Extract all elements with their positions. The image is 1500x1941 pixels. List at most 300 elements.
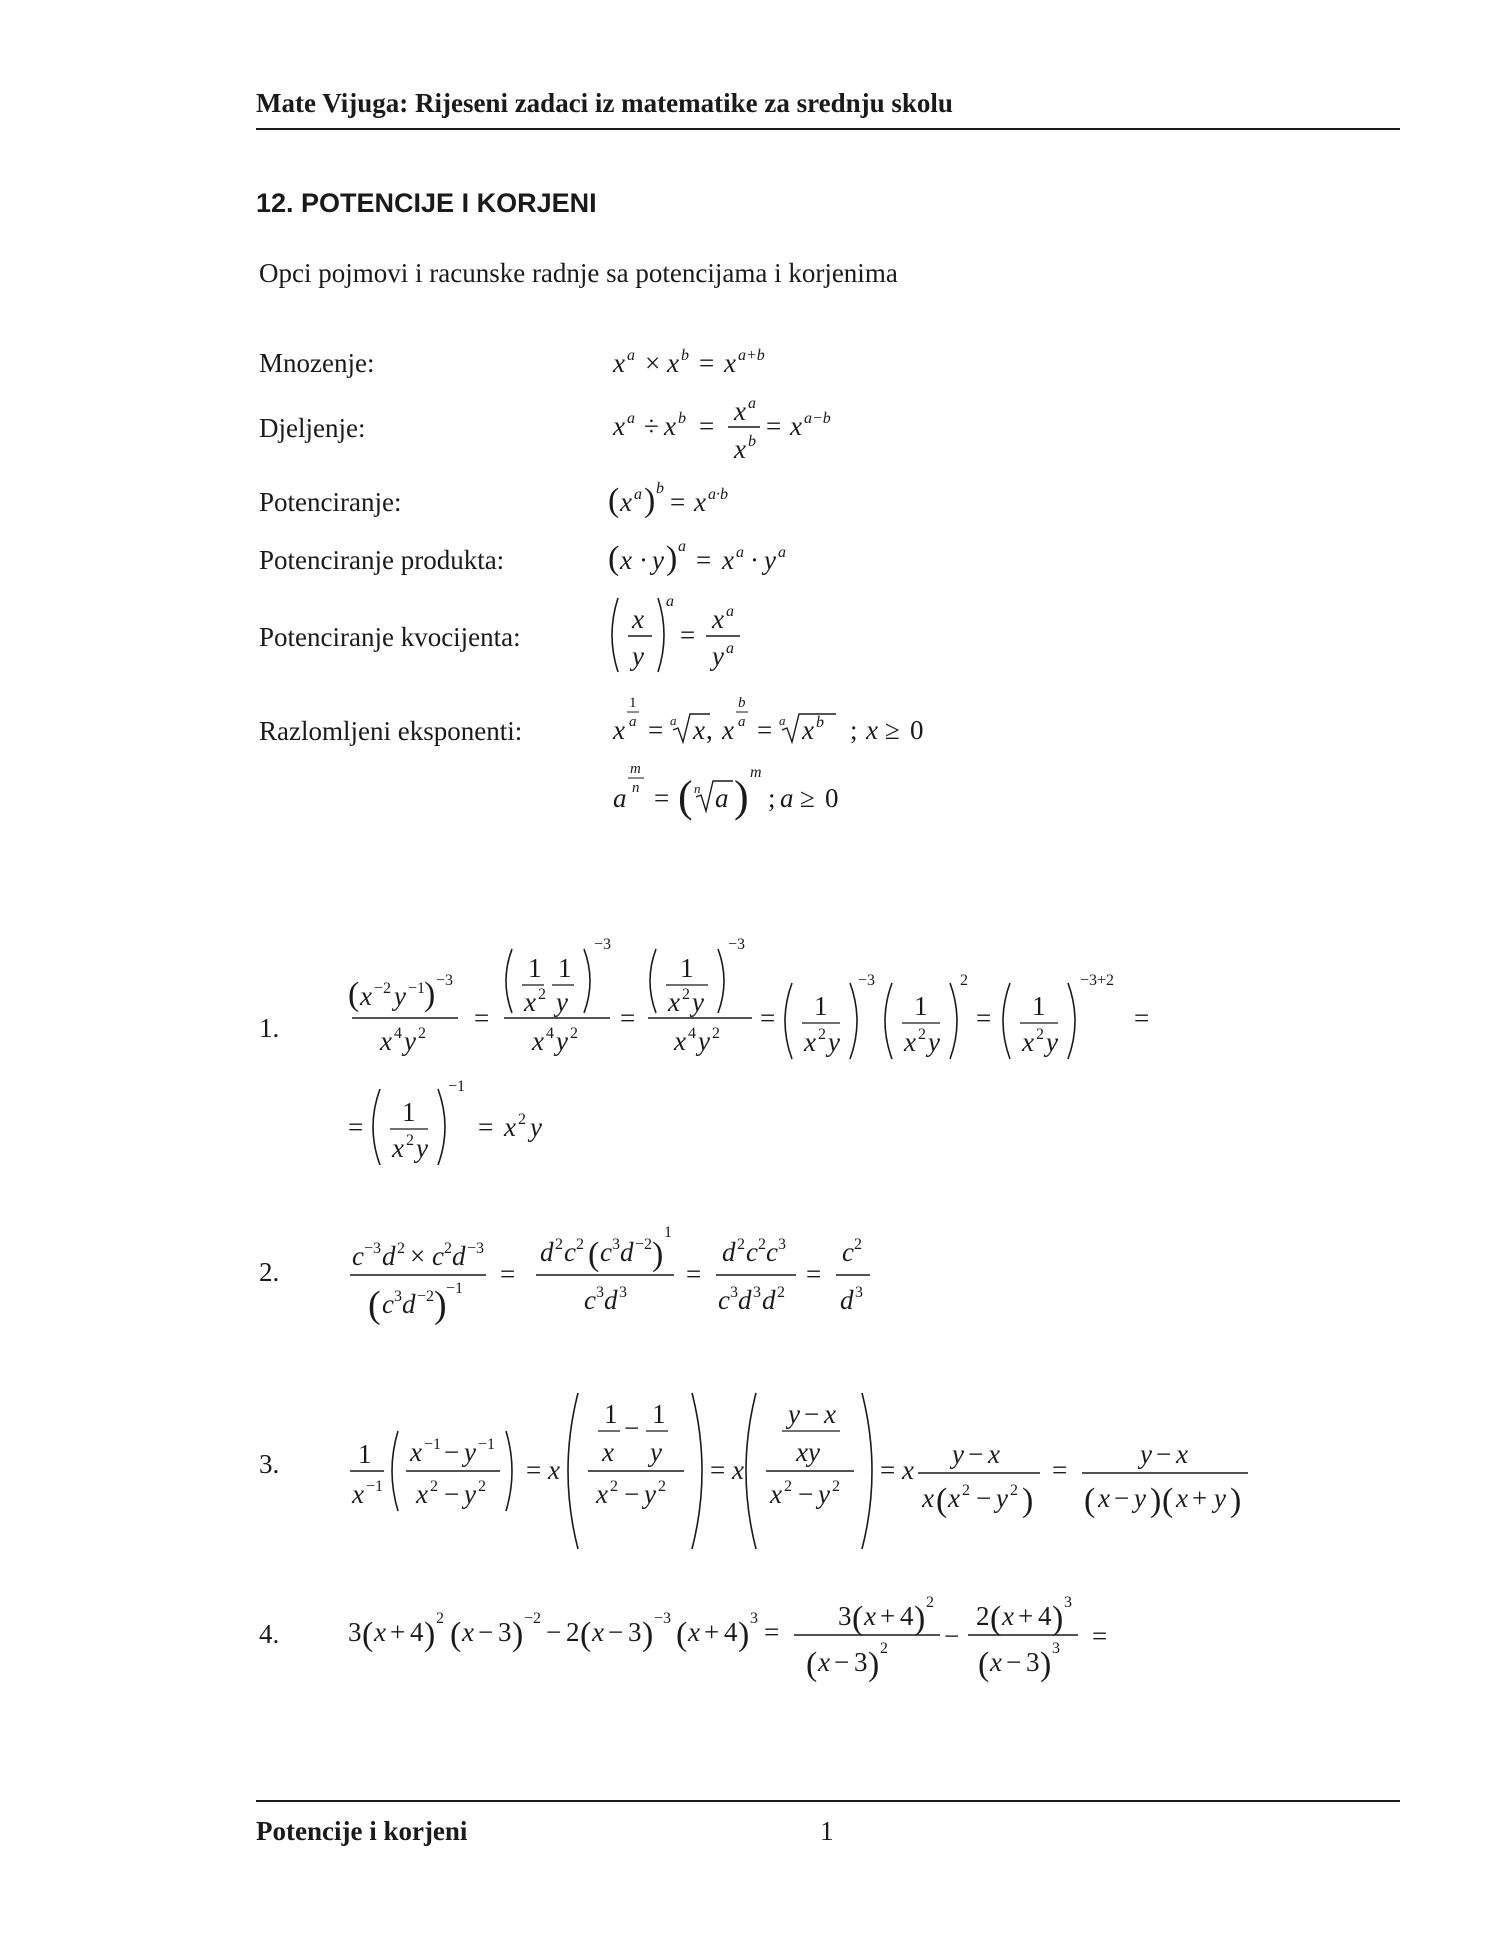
example-4-formula [340, 1585, 1140, 1695]
svg-text:(: ( [580, 1616, 592, 1653]
svg-text:): ) [734, 772, 749, 821]
svg-text:b: b [748, 433, 756, 450]
svg-text:2: 2 [712, 1025, 720, 1042]
svg-text:x: x [693, 715, 705, 745]
svg-text:2: 2 [777, 1284, 785, 1301]
svg-text:2: 2 [478, 1478, 486, 1495]
svg-text:4: 4 [546, 1025, 554, 1042]
svg-text:x: x [392, 1133, 404, 1163]
svg-text:−3: −3 [594, 936, 612, 953]
svg-text:=: = [806, 1259, 822, 1289]
svg-text:x: x [802, 715, 814, 745]
svg-text:x: x [380, 1026, 392, 1056]
svg-text:a: a [634, 486, 642, 503]
svg-text:c: c [842, 1237, 854, 1267]
svg-text:=: = [500, 1259, 516, 1289]
svg-text:2: 2 [976, 1601, 990, 1631]
svg-text:2: 2 [610, 1478, 618, 1495]
svg-text:): ) [1040, 1646, 1052, 1683]
svg-text:÷: ÷ [644, 411, 659, 441]
svg-text:3: 3 [855, 1284, 863, 1301]
svg-text:−2: −2 [417, 1288, 435, 1305]
svg-text:−: − [1114, 1483, 1130, 1513]
svg-text:−: − [834, 1647, 850, 1677]
svg-text:y: y [692, 987, 704, 1017]
svg-text:a: a [629, 714, 637, 730]
svg-text:): ) [666, 540, 678, 577]
svg-text:+: + [880, 1601, 896, 1631]
svg-text:−1: −1 [478, 1436, 496, 1453]
svg-text:x: x [804, 1027, 816, 1057]
svg-text:=: = [686, 1259, 702, 1289]
svg-text:−: − [624, 1413, 640, 1443]
svg-text:3: 3 [753, 1284, 761, 1301]
svg-text:x: x [1176, 1439, 1188, 1469]
svg-text:−3: −3 [654, 1610, 672, 1627]
svg-text:a: a [627, 410, 635, 427]
svg-text:a: a [780, 783, 794, 813]
example-number-4: 4. [259, 1619, 280, 1649]
svg-text:(: ( [676, 1616, 688, 1653]
rule-formula-fractional-root [600, 755, 860, 825]
svg-text:x: x [602, 1437, 614, 1467]
svg-text:+: + [704, 1617, 720, 1647]
rule-label-power-quotient: Potenciranje kvocijenta: [259, 622, 521, 652]
section-title: 12. POTENCIJE I KORJENI [256, 188, 597, 218]
svg-text:): ) [424, 976, 436, 1013]
svg-text:−: − [478, 1617, 494, 1647]
example-number-1: 1. [259, 1013, 280, 1043]
svg-text:b: b [678, 410, 686, 427]
svg-text:d: d [620, 1237, 634, 1267]
rule-formula-power-product [600, 533, 840, 583]
svg-text:2: 2 [960, 972, 968, 989]
svg-text:2: 2 [555, 1236, 563, 1253]
svg-text:3: 3 [1064, 1594, 1072, 1611]
rule-label-power: Potenciranje: [259, 487, 402, 517]
svg-text:−: − [444, 1437, 460, 1467]
svg-text:−1: −1 [408, 980, 426, 997]
svg-text:c: c [382, 1289, 394, 1319]
svg-text:2: 2 [406, 1132, 414, 1149]
footer-chapter-title: Potencije i korjeni [256, 1816, 468, 1846]
svg-text:3: 3 [778, 1236, 786, 1253]
svg-text:d: d [402, 1289, 416, 1319]
svg-text:4: 4 [900, 1601, 914, 1631]
svg-text:c: c [432, 1241, 444, 1271]
rule-formula-division [600, 390, 860, 470]
header-rule [256, 128, 1400, 130]
svg-text:4: 4 [410, 1617, 424, 1647]
svg-text:): ) [1230, 1482, 1242, 1519]
svg-text:x: x [904, 1027, 916, 1057]
svg-text:x: x [818, 1647, 830, 1677]
svg-text:=: = [654, 783, 670, 813]
svg-text:(: ( [978, 1646, 990, 1683]
svg-text:x: x [504, 1112, 516, 1142]
svg-text:y: y [788, 1399, 800, 1429]
svg-text:y: y [996, 1483, 1008, 1513]
svg-text:d: d [762, 1285, 776, 1315]
svg-text:=: = [757, 715, 773, 745]
svg-text:y: y [698, 1026, 710, 1056]
svg-text:x: x [824, 1399, 836, 1429]
svg-text:≥: ≥ [800, 783, 815, 813]
svg-text:1: 1 [402, 1097, 416, 1127]
svg-text:a: a [627, 347, 635, 364]
svg-text:d: d [840, 1285, 854, 1315]
svg-text:x: x [864, 1601, 876, 1631]
svg-text:d: d [604, 1285, 618, 1315]
svg-text:3: 3 [1052, 1640, 1060, 1657]
svg-text:3: 3 [612, 1236, 620, 1253]
svg-text:x: x [352, 1479, 364, 1509]
svg-text:−: − [968, 1439, 984, 1469]
svg-text:=: = [1052, 1455, 1068, 1485]
svg-text:2: 2 [658, 1478, 666, 1495]
svg-text:c: c [718, 1285, 730, 1315]
svg-text:2: 2 [962, 1482, 970, 1499]
svg-text:(: ( [348, 976, 360, 1013]
svg-text:4: 4 [1038, 1601, 1052, 1631]
svg-text:x: x [734, 396, 746, 426]
svg-text:−3: −3 [436, 972, 454, 989]
svg-text:x: x [688, 1617, 700, 1647]
svg-text:1: 1 [358, 1439, 372, 1469]
svg-text:c: c [352, 1241, 364, 1271]
svg-text:1: 1 [1032, 991, 1046, 1021]
svg-text:x: x [866, 715, 878, 745]
svg-text:1: 1 [680, 953, 694, 983]
svg-text:): ) [1052, 1600, 1064, 1637]
svg-text:x: x [620, 487, 632, 517]
svg-text:y: y [464, 1479, 476, 1509]
svg-text:3: 3 [854, 1647, 868, 1677]
svg-text:=: = [766, 411, 782, 441]
svg-text:4: 4 [394, 1025, 402, 1042]
svg-text:y: y [764, 545, 776, 575]
rule-label-fractional-exponents: Razlomljeni eksponenti: [259, 716, 523, 746]
svg-text:n: n [632, 780, 640, 796]
svg-text:=: = [760, 1003, 776, 1033]
svg-text:(: ( [608, 482, 620, 519]
svg-text:3: 3 [1026, 1647, 1040, 1677]
svg-text:(: ( [608, 540, 620, 577]
example-1-formula [340, 935, 1180, 1075]
svg-text:a: a [613, 783, 627, 813]
svg-text:,: , [706, 715, 713, 745]
svg-text:2: 2 [1010, 1482, 1018, 1499]
svg-text:y: y [632, 641, 644, 671]
svg-text:3: 3 [619, 1284, 627, 1301]
svg-text:=: = [620, 1003, 636, 1033]
rule-formula-power-quotient [600, 590, 800, 680]
svg-text:=: = [348, 1112, 364, 1142]
svg-text:n: n [694, 781, 701, 796]
svg-text:=: = [699, 411, 715, 441]
svg-text:x: x [674, 1026, 686, 1056]
svg-text:x: x [948, 1483, 960, 1513]
svg-text:2: 2 [538, 986, 546, 1003]
example-1-result [340, 1075, 600, 1175]
svg-text:x: x [613, 348, 625, 378]
svg-text:·: · [750, 545, 759, 575]
svg-text:): ) [642, 1616, 654, 1653]
svg-text:(: ( [450, 1616, 462, 1653]
svg-text:x: x [410, 1437, 422, 1467]
svg-text:2: 2 [832, 1478, 840, 1495]
svg-text:): ) [1022, 1482, 1034, 1519]
svg-text:(: ( [588, 1236, 600, 1273]
rule-label-power-product: Potenciranje produkta: [259, 545, 505, 575]
svg-text:m: m [630, 761, 641, 777]
svg-text:y: y [652, 545, 664, 575]
svg-text:x: x [724, 348, 736, 378]
svg-text:=: = [976, 1003, 992, 1033]
svg-text:x: x [524, 987, 536, 1017]
svg-text:−: − [944, 1621, 960, 1651]
svg-text:2: 2 [436, 1610, 444, 1627]
svg-text:=: = [648, 715, 664, 745]
svg-text:=: = [474, 1003, 490, 1033]
svg-text:c: c [746, 1237, 758, 1267]
svg-text:x: x [1002, 1601, 1014, 1631]
svg-text:(: ( [368, 1284, 381, 1326]
svg-text:−: − [804, 1399, 820, 1429]
svg-text:x: x [664, 411, 676, 441]
svg-text:1: 1 [558, 953, 572, 983]
svg-text:−2: −2 [374, 980, 392, 997]
svg-text:3: 3 [750, 1610, 758, 1627]
svg-text:−3: −3 [467, 1240, 485, 1257]
svg-text:1: 1 [814, 991, 828, 1021]
section-intro: Opci pojmovi i racunske radnje sa potencijama i korjenima [259, 258, 898, 288]
svg-text:y: y [650, 1437, 662, 1467]
svg-text:(: ( [678, 772, 693, 821]
svg-text:x: x [462, 1617, 474, 1647]
svg-text:2: 2 [397, 1240, 405, 1257]
footer-page-number: 1 [820, 1816, 834, 1846]
svg-text:3: 3 [394, 1288, 402, 1305]
svg-text:2: 2 [926, 1594, 934, 1611]
svg-text:y: y [556, 987, 568, 1017]
svg-text:x: x [668, 987, 680, 1017]
rule-formula-fractional-exponents [600, 690, 960, 750]
rule-formula-power [600, 475, 800, 525]
svg-text:2: 2 [570, 1025, 578, 1042]
svg-text:(: ( [990, 1600, 1002, 1637]
svg-text:(: ( [1084, 1482, 1096, 1519]
svg-text:a: a [738, 714, 746, 730]
svg-text:≥: ≥ [885, 715, 900, 745]
svg-text:x: x [712, 604, 724, 634]
svg-text:a·b: a·b [708, 486, 728, 503]
svg-text:a: a [748, 395, 756, 412]
svg-text:a: a [779, 713, 786, 728]
svg-text:a: a [666, 593, 674, 610]
svg-text:a: a [736, 544, 744, 561]
svg-text:2: 2 [737, 1236, 745, 1253]
svg-text:+: + [1192, 1483, 1208, 1513]
svg-text:(: ( [362, 1616, 374, 1653]
svg-text:−: − [1006, 1647, 1022, 1677]
svg-text:3: 3 [838, 1601, 852, 1631]
svg-text:(: ( [1162, 1482, 1174, 1519]
svg-text:x: x [1098, 1483, 1110, 1513]
svg-text:−: − [444, 1479, 460, 1509]
svg-text:x: x [922, 1483, 934, 1513]
svg-text:x: x [722, 545, 734, 575]
svg-text:=: = [699, 348, 715, 378]
svg-text:x: x [988, 1439, 1000, 1469]
svg-text:−: − [546, 1617, 562, 1647]
svg-text:x: x [416, 1479, 428, 1509]
svg-text:2: 2 [880, 1640, 888, 1657]
svg-text:y: y [404, 1026, 416, 1056]
svg-text:2: 2 [430, 1478, 438, 1495]
svg-text:−1: −1 [366, 1478, 384, 1495]
svg-text:−1: −1 [446, 1280, 464, 1297]
svg-text:y: y [644, 1479, 656, 1509]
svg-text:x: x [1176, 1483, 1188, 1513]
svg-text:): ) [424, 1616, 436, 1653]
svg-text:y: y [1140, 1439, 1152, 1469]
svg-text:−3: −3 [364, 1240, 382, 1257]
svg-text:a−b: a−b [804, 410, 831, 427]
svg-text:a: a [778, 544, 786, 561]
svg-text:−1: −1 [448, 1078, 466, 1095]
svg-text:x: x [990, 1647, 1002, 1677]
svg-text:=: = [1134, 1003, 1150, 1033]
svg-text:1: 1 [528, 953, 542, 983]
svg-text:m: m [750, 764, 762, 781]
svg-text:y: y [818, 1479, 830, 1509]
example-number-3: 3. [259, 1449, 280, 1479]
svg-text:x: x [770, 1479, 782, 1509]
svg-text:): ) [1150, 1482, 1162, 1519]
svg-text:y: y [464, 1437, 476, 1467]
svg-text:x: x [374, 1617, 386, 1647]
svg-text:−: − [624, 1479, 640, 1509]
svg-text:2: 2 [854, 1236, 862, 1253]
example-number-2: 2. [259, 1257, 280, 1287]
svg-text:y: y [1134, 1483, 1146, 1513]
example-2-formula [340, 1215, 900, 1345]
svg-text:−3: −3 [858, 972, 876, 989]
svg-text:x: x [732, 1455, 744, 1485]
svg-text:b: b [656, 480, 664, 497]
svg-text:): ) [434, 1284, 447, 1326]
svg-text:3: 3 [628, 1617, 642, 1647]
svg-text:c: c [564, 1237, 576, 1267]
svg-text:3: 3 [348, 1617, 362, 1647]
svg-text:c: c [766, 1237, 778, 1267]
svg-text:x: x [1022, 1027, 1034, 1057]
svg-text:=: = [696, 545, 712, 575]
svg-text:(: ( [806, 1646, 818, 1683]
svg-text:=: = [670, 487, 686, 517]
svg-text:3: 3 [730, 1284, 738, 1301]
svg-text:−: − [608, 1617, 624, 1647]
svg-text:−2: −2 [635, 1236, 653, 1253]
svg-text:a+b: a+b [738, 347, 765, 364]
svg-text:x: x [722, 715, 734, 745]
footer-rule [256, 1800, 1400, 1802]
svg-text:1: 1 [629, 695, 637, 711]
svg-text:1: 1 [914, 991, 928, 1021]
svg-text:2: 2 [518, 1111, 526, 1128]
svg-text:b: b [681, 347, 689, 364]
svg-text:a: a [726, 603, 734, 620]
svg-text:−3: −3 [728, 936, 746, 953]
svg-text:·: · [639, 545, 648, 575]
svg-text:−1: −1 [424, 1436, 442, 1453]
svg-text:x: x [620, 545, 632, 575]
svg-text:y: y [556, 1026, 568, 1056]
svg-text:2: 2 [566, 1617, 580, 1647]
svg-text:3: 3 [498, 1617, 512, 1647]
svg-text:x: x [667, 348, 679, 378]
running-header: Mate Vijuga: Rijeseni zadaci iz matematike za srednju skolu [256, 88, 953, 118]
svg-text:=: = [710, 1455, 726, 1485]
svg-text:2: 2 [784, 1478, 792, 1495]
svg-text:0: 0 [910, 715, 924, 745]
svg-text:x: x [632, 604, 644, 634]
svg-text:−3+2: −3+2 [1080, 972, 1115, 989]
svg-text:−2: −2 [524, 1610, 542, 1627]
svg-text:x: x [548, 1455, 560, 1485]
svg-text:2: 2 [576, 1236, 584, 1253]
svg-text:d: d [722, 1237, 736, 1267]
svg-text:×: × [410, 1241, 426, 1271]
svg-text:;: ; [850, 715, 858, 745]
svg-text:−: − [798, 1479, 814, 1509]
svg-text:x: x [613, 715, 625, 745]
svg-text:a: a [670, 713, 677, 728]
svg-text:y: y [1046, 1027, 1058, 1057]
svg-text:+: + [390, 1617, 406, 1647]
svg-text:1: 1 [604, 1399, 618, 1429]
svg-text:=: = [478, 1112, 494, 1142]
svg-text:): ) [914, 1600, 926, 1637]
svg-text:d: d [540, 1237, 554, 1267]
svg-text:y: y [1214, 1483, 1226, 1513]
svg-text:=: = [526, 1455, 542, 1485]
svg-text:1: 1 [664, 1224, 672, 1241]
svg-text:2: 2 [682, 986, 690, 1003]
rule-label-division: Djeljenje: [259, 413, 366, 443]
svg-text:x: x [360, 981, 372, 1011]
svg-text:c: c [600, 1237, 612, 1267]
svg-text:): ) [644, 482, 656, 519]
svg-text:2: 2 [444, 1240, 452, 1257]
svg-text:d: d [452, 1241, 466, 1271]
svg-text:a: a [678, 538, 686, 555]
svg-text:): ) [652, 1236, 664, 1273]
svg-text:−: − [976, 1483, 992, 1513]
svg-text:xy: xy [796, 1437, 820, 1467]
svg-text:x: x [694, 487, 706, 517]
rule-label-multiplication: Mnozenje: [259, 348, 375, 378]
svg-text:a: a [715, 783, 729, 813]
svg-text:=: = [764, 1617, 780, 1647]
svg-text:4: 4 [688, 1025, 696, 1042]
svg-text:y: y [952, 1439, 964, 1469]
svg-text:a: a [726, 640, 734, 657]
svg-text:x: x [734, 434, 746, 464]
rule-formula-multiplication [600, 340, 800, 380]
svg-text:d: d [382, 1241, 396, 1271]
